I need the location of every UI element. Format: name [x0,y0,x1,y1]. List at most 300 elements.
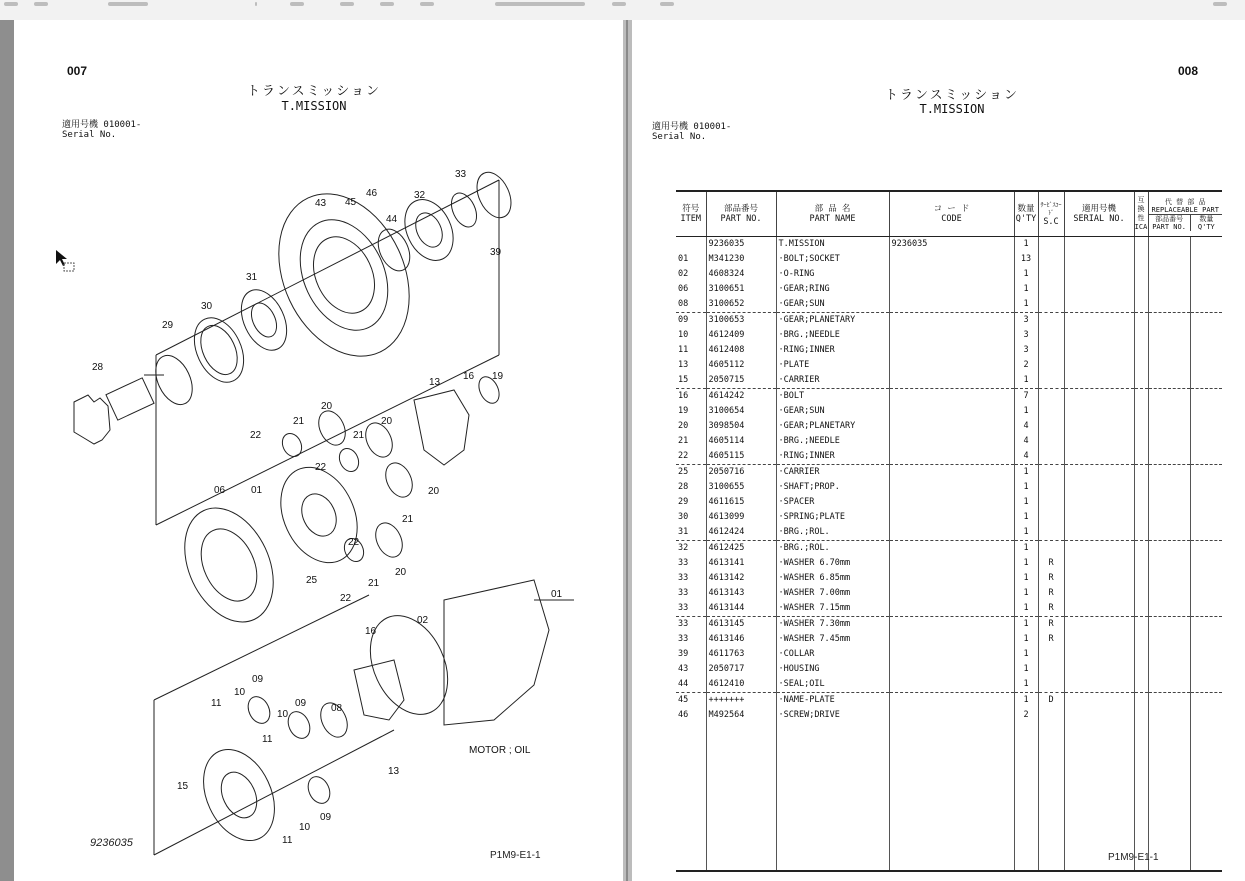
cell-part-no: 4613145 [706,617,776,633]
right-serial [652,122,731,142]
cell-empty [1134,404,1148,419]
table-row [676,358,1222,373]
cell-empty [1190,282,1222,297]
toolbar-icon[interactable] [4,2,18,6]
cell-empty [1190,571,1222,586]
callout-label: 20 [428,486,440,497]
toolbar-icon[interactable] [34,2,48,6]
cell-code [889,465,1014,481]
table-row [676,617,1222,633]
callout-label: 15 [177,781,189,792]
cell-name: ·BRG.;ROL. [776,525,889,541]
cell-empty [1134,389,1148,405]
callout-label: 02 [417,615,429,626]
cell-item: 28 [678,482,689,492]
cell-item [676,237,706,253]
cell-empty [1190,723,1222,795]
cell-qty: 1 [1014,297,1038,313]
cell-empty [1064,465,1134,481]
callout-label: 09 [320,812,332,823]
cell-code [889,343,1014,358]
cell-item: 46 [678,710,689,720]
toolbar-divider [255,2,257,6]
callout-label: 13 [429,377,441,388]
cell-empty [1134,373,1148,389]
toolbar-icon[interactable] [612,2,626,6]
viewer-toolbar [0,0,1245,21]
cell-empty [1064,449,1134,465]
cell-sc [1038,525,1064,541]
callout-label: 20 [395,567,407,578]
cell-name: ·WASHER 7.00mm [776,586,889,601]
cell-empty [1134,449,1148,465]
cell-sc [1038,480,1064,495]
cell-part-no: 4613142 [706,571,776,586]
cell-name: ·GEAR;RING [776,282,889,297]
cell-item: 22 [676,449,706,465]
cell-sc: R [1038,571,1064,586]
left-page [14,20,623,881]
cell-part-no: 2050717 [706,662,776,677]
cell-qty: 1 [1014,495,1038,510]
callout-label: 22 [250,430,262,441]
callout-label: 08 [331,703,343,714]
cell-code [889,449,1014,465]
cell-item: 45 [678,695,689,705]
callout-label: 22 [340,593,352,604]
cell-sc [1038,404,1064,419]
cell-name: ·WASHER 7.30mm [776,617,889,633]
cell-code [889,708,1014,723]
cell-empty [1148,358,1190,373]
cell-part-no: 4613099 [706,510,776,525]
toolbar-icon[interactable] [1213,2,1227,6]
cell-part-no: 4613144 [706,601,776,617]
cell-empty [1190,586,1222,601]
cell-item: 20 [678,421,689,431]
cell-empty [1064,404,1134,419]
cell-empty [1064,313,1134,329]
cell-empty [1064,541,1134,557]
cell-empty [1190,541,1222,557]
cell-empty [1134,723,1148,795]
callout-label: 21 [402,514,414,525]
cell-empty [1148,434,1190,449]
toolbar-icon[interactable] [380,2,394,6]
callout-label: 45 [345,197,357,208]
cell-empty [1148,297,1190,313]
cell-name: ·GEAR;PLANETARY [776,313,889,329]
callout-label: 21 [368,578,380,589]
cell-empty [1064,434,1134,449]
table-row [676,632,1222,647]
cell-qty: 4 [1014,449,1038,465]
cell-empty [776,795,889,871]
cell-code [889,693,1014,709]
cell-empty [1148,328,1190,343]
cell-code [889,495,1014,510]
table-row [676,647,1222,662]
cell-qty: 2 [1014,708,1038,723]
cell-name: ·BOLT [776,389,889,405]
toolbar-icon[interactable] [660,2,674,6]
cell-name: ·WASHER 6.70mm [776,556,889,571]
cell-item: 33 [678,619,689,629]
cell-qty: 1 [1014,617,1038,633]
cell-empty [1148,449,1190,465]
cell-empty [1064,677,1134,693]
cell-item: 33 [676,601,706,617]
left-title-en: T.MISSION [281,99,347,113]
cell-sc [1038,434,1064,449]
cell-empty [1134,541,1148,557]
toolbar-field[interactable] [108,2,148,6]
cell-empty [1190,480,1222,495]
cell-code [889,525,1014,541]
cell-item: 01 [678,254,689,264]
cell-empty [1014,795,1038,871]
cell-empty [1190,404,1222,419]
cell-code [889,556,1014,571]
cell-part-no: 3100655 [706,480,776,495]
cell-empty [1190,465,1222,481]
callout-label: 16 [463,371,475,382]
shaft-part [74,375,164,444]
cell-empty [1190,601,1222,617]
right-page-number: 008 [1178,64,1199,78]
cell-empty [889,795,1014,871]
cell-item: 09 [678,315,689,325]
cell-empty [1148,586,1190,601]
cell-code [889,434,1014,449]
cell-sc [1038,297,1064,313]
cell-empty [1190,795,1222,871]
cell-sc [1038,495,1064,510]
cell-empty [1134,480,1148,495]
cell-empty [1064,647,1134,662]
cell-part-no: 4612425 [706,541,776,557]
cell-empty [1190,419,1222,434]
table-row [676,525,1222,541]
cell-sc [1038,343,1064,358]
cell-part-no: 2050716 [706,465,776,481]
cell-empty [1134,571,1148,586]
cell-empty [1190,449,1222,465]
cell-sc [1038,267,1064,282]
cell-sc [1038,449,1064,465]
table-row [676,252,1222,267]
cell-name: ·CARRIER [776,465,889,481]
cell-empty [1064,693,1134,709]
cell-name: ·PLATE [776,358,889,373]
cell-name: ·GEAR;SUN [776,404,889,419]
cell-empty [1038,723,1064,795]
table-row [676,571,1222,586]
cell-qty: 4 [1014,419,1038,434]
right-title-en: T.MISSION [919,102,985,116]
callout-label: 01 [551,589,563,600]
cell-empty [1064,480,1134,495]
cell-sc [1038,237,1064,253]
cell-name: ·BRG.;NEEDLE [776,328,889,343]
cell-empty [1190,267,1222,282]
cell-empty [1134,343,1148,358]
table-row [676,419,1222,434]
callout-label: 44 [386,214,398,225]
cell-empty [1134,313,1148,329]
cell-item: 33 [678,588,689,598]
cell-item: 31 [676,525,706,541]
cell-empty [1148,389,1190,405]
cell-item: 06 [678,284,689,294]
cell-name: ·WASHER 7.45mm [776,632,889,647]
cell-empty [1190,495,1222,510]
cell-code [889,662,1014,677]
cell-empty [1134,434,1148,449]
cell-empty [1134,495,1148,510]
cell-part-no: 3098504 [706,419,776,434]
cell-code [889,373,1014,389]
cell-name: ·SPRING;PLATE [776,510,889,525]
cell-empty [1190,252,1222,267]
cell-code [889,404,1014,419]
cell-empty [1148,252,1190,267]
cell-empty [1148,313,1190,329]
cell-part-no: 4612409 [706,328,776,343]
cell-code [889,389,1014,405]
left-serial-en: Serial No. [62,130,117,140]
cell-empty [1148,541,1190,557]
cell-qty: 1 [1014,647,1038,662]
cell-name: ·SPACER [776,495,889,510]
cell-empty [1148,404,1190,419]
cell-qty: 1 [1014,571,1038,586]
cell-qty: 1 [1014,693,1038,709]
cell-empty [1190,525,1222,541]
cell-empty [776,723,889,795]
cell-sc: D [1038,693,1064,709]
cell-name: ·GEAR;PLANETARY [776,419,889,434]
cell-empty [1148,556,1190,571]
cell-empty [1190,434,1222,449]
col-part-no: 部品番号 PART NO. [706,192,776,237]
cell-item: 39 [678,649,689,659]
callout-label: 43 [315,198,327,209]
toolbar-icon[interactable] [340,2,354,6]
cell-empty [1064,328,1134,343]
cell-item: 10 [678,330,689,340]
toolbar-icon[interactable] [290,2,304,6]
mouse-cursor-icon [56,250,78,276]
cell-empty [1148,662,1190,677]
cell-qty: 1 [1014,373,1038,389]
parts-table [676,192,1222,872]
motor-oil-label: MOTOR ; OIL [469,745,531,756]
cell-item: 29 [678,497,689,507]
callout-label: 11 [211,698,222,709]
callout-label: 31 [246,272,258,283]
cell-name: ·WASHER 6.85mm [776,571,889,586]
cell-code [889,571,1014,586]
cell-empty [1064,601,1134,617]
exploded-diagram [14,20,623,881]
cell-empty [1134,328,1148,343]
cell-empty [1134,662,1148,677]
right-title-jp: トランスミッション [884,88,1020,103]
cell-empty [1190,556,1222,571]
cell-empty [1064,267,1134,282]
table-row [676,282,1222,297]
cell-empty [1134,282,1148,297]
toolbar-field[interactable] [495,2,585,6]
cell-code [889,601,1014,617]
cell-sc [1038,282,1064,297]
cell-empty [1148,617,1190,633]
cell-sc [1038,389,1064,405]
cell-sc [1038,708,1064,723]
cell-qty: 1 [1014,404,1038,419]
col-part-name: 部 品 名 PART NAME [776,192,889,237]
cell-name: ·SHAFT;PROP. [776,480,889,495]
cell-empty [1190,328,1222,343]
col-serial: 適用号機 SERIAL NO. [1064,192,1134,237]
cell-name: ·RING;INNER [776,449,889,465]
cell-empty [1134,267,1148,282]
cell-item: 11 [678,345,689,355]
cell-part-no: 2050715 [706,373,776,389]
cell-empty [1134,419,1148,434]
cell-sc [1038,647,1064,662]
cell-code [889,282,1014,297]
col-item: 符号 ITEM [676,192,706,237]
callout-label: 01 [251,485,263,496]
callout-label: 22 [315,462,327,473]
cell-sc [1038,358,1064,373]
cell-part-no: 4613143 [706,586,776,601]
cell-sc [1038,677,1064,693]
cell-code [889,586,1014,601]
cell-empty [1134,586,1148,601]
cell-name: ·NAME-PLATE [776,693,889,709]
table-row [676,343,1222,358]
cell-empty [1134,297,1148,313]
left-footer-code: P1M9-E1-1 [490,850,541,861]
toolbar-icon[interactable] [420,2,434,6]
cell-qty: 1 [1014,480,1038,495]
callout-label: 21 [353,430,365,441]
cell-empty [1148,267,1190,282]
cell-code [889,677,1014,693]
cell-sc: R [1038,586,1064,601]
cell-item: 44 [676,677,706,693]
col-code: コ ー ド CODE [889,192,1014,237]
table-row [676,662,1222,677]
cell-item: 19 [678,406,689,416]
cell-name: ·COLLAR [776,647,889,662]
cell-code [889,510,1014,525]
cell-empty [1190,237,1222,253]
callout-label: 16 [365,626,377,637]
cell-part-no: 4605114 [706,434,776,449]
cell-qty: 1 [1014,662,1038,677]
cell-sc [1038,313,1064,329]
cell-qty: 4 [1014,434,1038,449]
cell-empty [676,795,706,871]
callout-label: 09 [295,698,307,709]
cell-empty [1148,465,1190,481]
cell-empty [1134,237,1148,253]
cell-sc: R [1038,617,1064,633]
callout-label: 10 [277,709,289,720]
cell-sc: R [1038,556,1064,571]
callout-label: 25 [306,575,318,586]
cell-empty [1148,525,1190,541]
cell-code [889,252,1014,267]
callout-label: 29 [162,320,174,331]
cell-qty: 1 [1014,237,1038,253]
cell-empty [1190,708,1222,723]
cell-empty [1134,556,1148,571]
cell-code [889,313,1014,329]
cell-sc [1038,373,1064,389]
cell-empty [1064,495,1134,510]
page-gutter [623,20,632,881]
cell-empty [1064,723,1134,795]
table-filler-row [676,723,1222,795]
table-row [676,313,1222,329]
cell-qty: 2 [1014,358,1038,373]
cell-empty [1148,601,1190,617]
right-serial-jp: 適用号機 010001- [652,122,732,132]
cell-name: ·HOUSING [776,662,889,677]
table-row [676,449,1222,465]
cell-item: 15 [676,373,706,389]
cell-empty [1014,723,1038,795]
cell-qty: 7 [1014,389,1038,405]
left-page-number: 007 [67,64,88,78]
cell-empty [676,723,706,795]
callout-label: 33 [455,169,467,180]
table-row [676,556,1222,571]
cell-empty [1134,465,1148,481]
cell-name: ·WASHER 7.15mm [776,601,889,617]
cell-part-no: 4614242 [706,389,776,405]
cell-sc [1038,510,1064,525]
left-title-jp: トランスミッション [246,84,382,99]
cell-sc [1038,328,1064,343]
cell-part-no: 9236035 [706,237,776,253]
callout-label: 32 [414,190,426,201]
cell-empty [1148,723,1190,795]
col-sc: ｻｰﾋﾞｽｺｰﾄﾞ S.C [1038,192,1064,237]
cell-part-no: 4608324 [706,267,776,282]
cell-sc: R [1038,601,1064,617]
callout-label: 10 [299,822,311,833]
cell-empty [1064,282,1134,297]
cell-qty: 3 [1014,313,1038,329]
cell-empty [1064,343,1134,358]
cell-part-no: 4605112 [706,358,776,373]
cell-empty [1148,632,1190,647]
cell-item: 08 [676,297,706,313]
cell-part-no: 4613141 [706,556,776,571]
cell-empty [1148,495,1190,510]
cell-qty: 1 [1014,556,1038,571]
cell-code [889,617,1014,633]
cell-name: ·O-RING [776,267,889,282]
cell-part-no: 4612408 [706,343,776,358]
cell-empty [1190,313,1222,329]
